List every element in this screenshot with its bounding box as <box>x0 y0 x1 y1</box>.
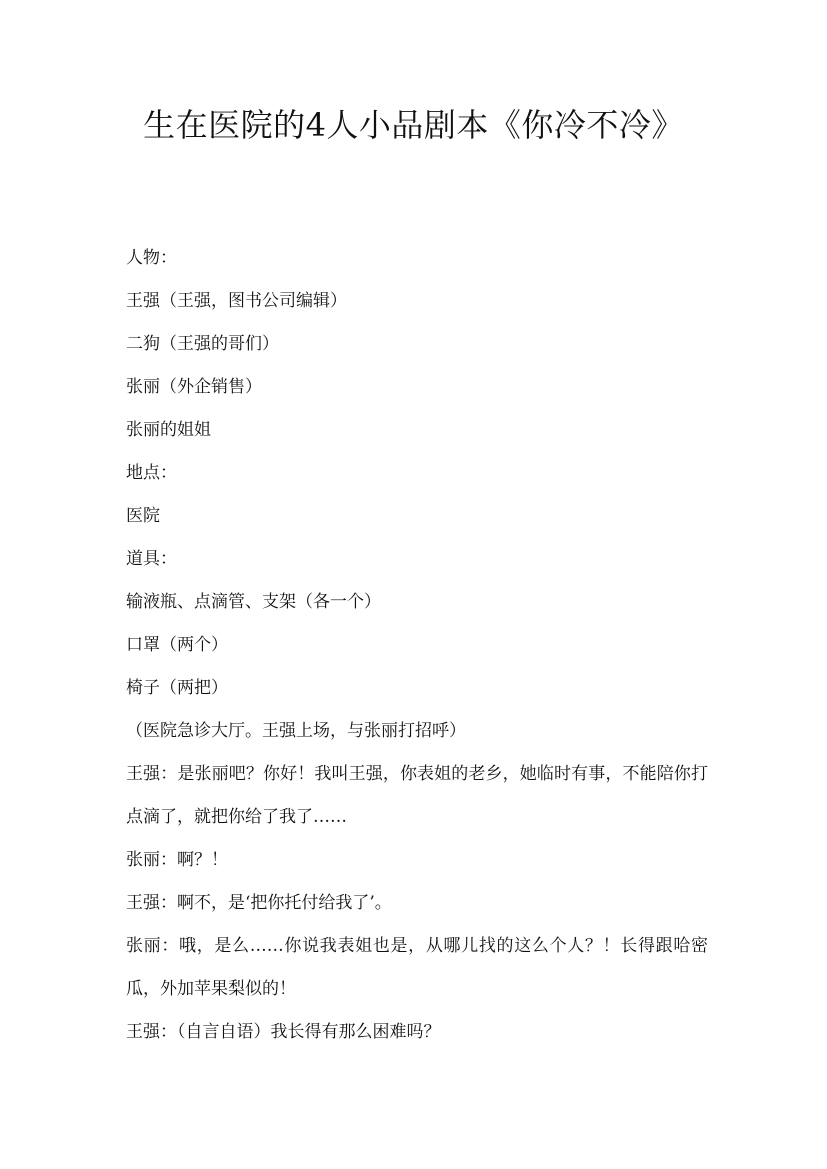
paragraph-dialogue: 王强：啊不，是‘把你托付给我了’。 <box>126 893 392 913</box>
paragraph-dialogue: 王强：是张丽吧？你好！我叫王强，你表姐的老乡，她临时有事，不能陪你打点滴了，就把你给了我了…… <box>126 764 708 827</box>
paragraph-stage-direction: （医院急诊大厅。王强上场，与张丽打招呼） <box>126 721 466 741</box>
document-body <box>126 237 708 1054</box>
paragraph-dialogue: 张丽：啊？！ <box>126 850 228 870</box>
paragraph-prop-iv: 输液瓶、点滴管、支架（各一个） <box>126 592 381 612</box>
paragraph-character-sister: 张丽的姐姐 <box>126 420 211 440</box>
paragraph-location: 医院 <box>126 506 160 526</box>
paragraph-dialogue: 王强：（自言自语）我长得有那么困难吗？ <box>126 1022 441 1042</box>
document-title: 生在医院的4人小品剧本《你冷不冷》 <box>143 106 684 144</box>
paragraph-prop-chairs: 椅子（两把） <box>126 678 228 698</box>
paragraph-props-heading: 道具： <box>126 549 177 569</box>
paragraph-dialogue: 张丽：哦，是么……你说我表姐也是，从哪儿找的这么个人？！长得跟哈密瓜，外加苹果梨似的！ <box>126 936 708 999</box>
paragraph-character-ergou: 二狗（王强的哥们） <box>126 334 279 354</box>
paragraph-prop-masks: 口罩（两个） <box>126 635 228 655</box>
paragraph-characters-heading: 人物： <box>126 248 177 268</box>
paragraph-location-heading: 地点： <box>126 463 177 483</box>
paragraph-character-wangqiang: 王强（王强，图书公司编辑） <box>126 291 347 311</box>
paragraph-character-zhangli: 张丽（外企销售） <box>126 377 262 397</box>
